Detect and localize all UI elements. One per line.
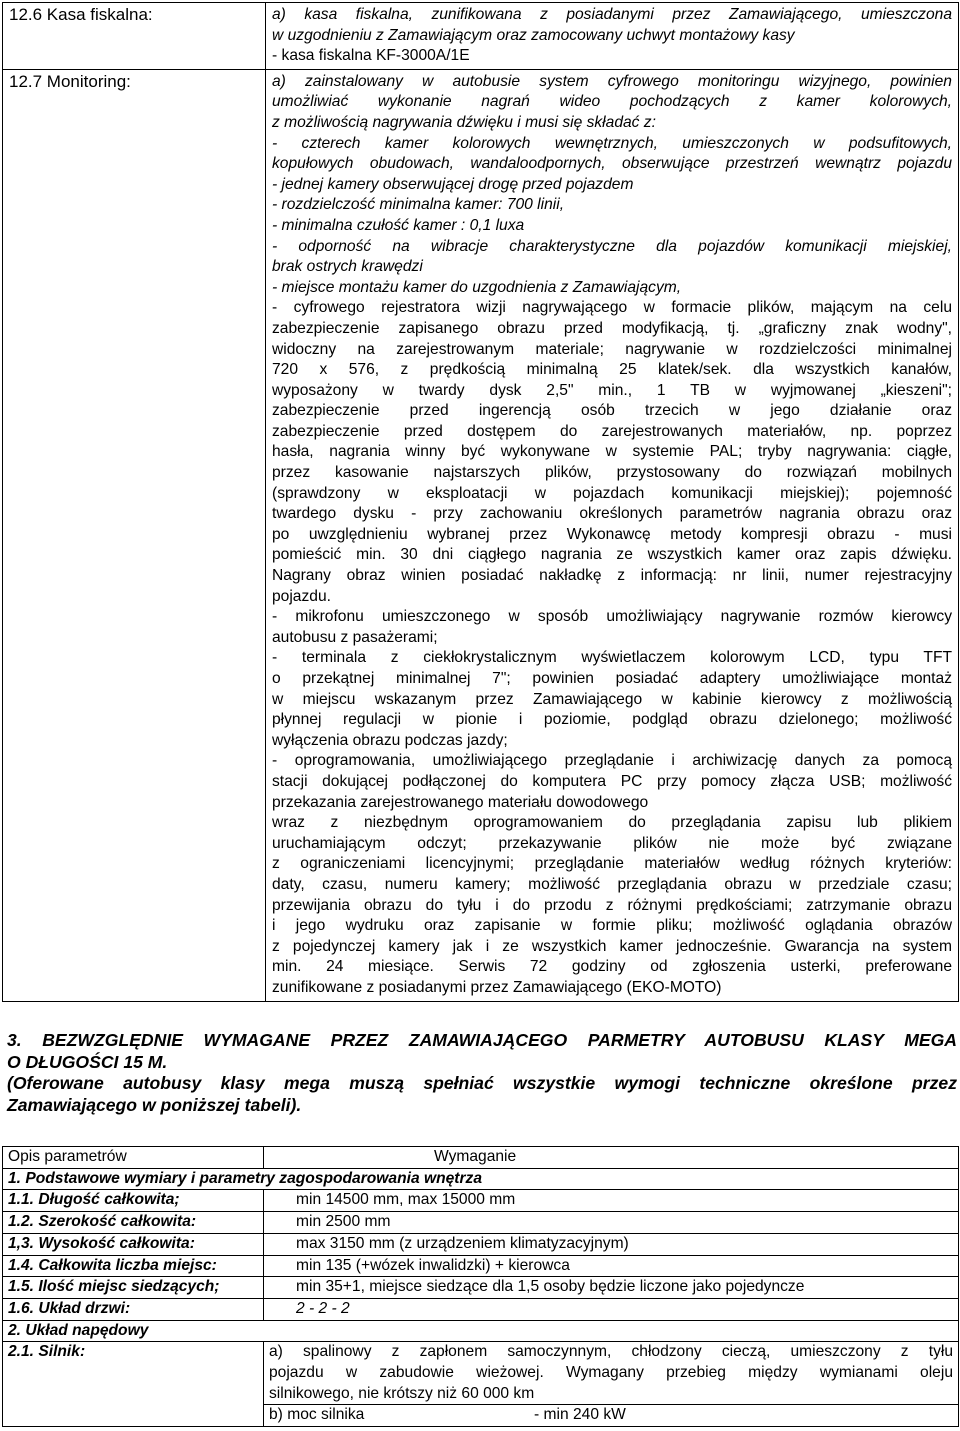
param-value: min 35+1, miejsce siedzące dla 1,5 osoby będzie liczone jako pojedyncze [264, 1277, 959, 1299]
text-line: - odporność na wibracje charakterystyczne dla pojazdów komunikacji miejskiej, [272, 237, 952, 255]
text-line: kopułowych obudowach, wandaloodpornych, obserwujące przestrzeń wewnątrz pojazdu [272, 155, 952, 173]
section-title: 2. Układ napędowy [3, 1320, 959, 1342]
param-row [3, 1255, 959, 1277]
text-line: 720 x 576, z prędkością minimalną 25 klatek/sek. dla wszystkich kanałów, [272, 361, 952, 379]
text-line: - minimalna czułość kamer : 0,1 luxa [272, 216, 525, 234]
header-col-requirement [264, 1147, 959, 1169]
text-line: silnikowego, nie krótszy niż 60 000 km [269, 1384, 535, 1402]
param-row [3, 1233, 959, 1255]
text-line: - miejsce montażu kamer do uzgodnienia z Zamawiającym, [272, 278, 682, 296]
heading-line: 3. BEZWZGLĘDNIE WYMAGANE PRZEZ ZAMAWIAJĄCEGO PARMETRY AUTOBUSU KLASY MEGA [7, 1030, 957, 1050]
text-line: zunifikowane z posiadanymi przez Zamawiającego (EKO-MOTO) [272, 978, 722, 996]
text-line: widoczny na zarejestrowanym materiale; nagrywanie w rozdzielczości minimalnej [272, 340, 952, 358]
text-line: w miejscu wskazanym przez Zamawiającego w kabinie kierowcy z możliwością [272, 690, 952, 708]
param-label: 1.6. Układ drzwi: [3, 1298, 264, 1320]
text-line: a) spalinowy z zapłonem samoczynnym, chłodzony cieczą, umieszczony z tyłu [269, 1343, 953, 1361]
text-line: a) kasa fiskalna, zunifikowana z posiadanymi przez Zamawiającego, umieszczona [272, 6, 952, 23]
text-line: płynnej regulacji w pionie i poziomie, podgląd obrazu dzielonego; możliwość [272, 711, 952, 729]
param-value: max 3150 mm (z urządzeniem klimatyzacyjnym) [264, 1233, 959, 1255]
param-row [3, 1190, 959, 1212]
param-label: 1.4. Całkowita liczba miejsc: [3, 1255, 264, 1277]
spec-row-monitoring [3, 69, 959, 1001]
spec-table [2, 2, 959, 1002]
spec-row-cash-register [3, 3, 959, 70]
text-line: przewijania obrazu do tyłu i do przodu z różnymi prędkościami; zatrzymanie obrazu [272, 896, 952, 914]
text-line: Nagrany obraz winien posiadać nakładkę z informacją: nr linii, numer rejestracyjny [272, 567, 952, 585]
text-line: hasła, nagrania winny być wykonywane w systemie PAL; tryby nagrywania: ciągłe, [272, 443, 952, 461]
engine-values [264, 1342, 959, 1427]
text-line: zabezpieczenie przed ingerencją osób trzecich w jego działanie oraz [272, 402, 952, 420]
text-line: o przekątnej minimalnej 7"; powinien posiadać adaptery umożliwiające montaż [272, 670, 952, 687]
text-line: (sprawdzony w eksploatacji w pojazdach komunikacji miejskiej); pojemność [272, 484, 952, 502]
text-line: zabezpieczenie zapisanego obrazu przed modyfikacją, tj. „graficzny znak wodny", [272, 319, 952, 337]
text-line: w uzgodnieniu z Zamawiającym oraz zamocowany uchwyt montażowy kasy [272, 26, 795, 44]
engine-b-label: b) moc silnika [269, 1406, 365, 1424]
text-line: po uwzględnieniu wybranej przez Wykonawcę metody kompresji obrazu - musi [272, 525, 952, 543]
params-section-row [3, 1320, 959, 1342]
params-section-row [3, 1168, 959, 1190]
text-line: z pojedynczej kamery jak i ze wszystkich kamer jednocześnie. Gwarancja na system [272, 937, 952, 955]
text-line: wyposażony w twardy dysk 2,5" min., 1 TB w wyjmowanej „kieszeni"; [272, 381, 952, 399]
heading-line: Zamawiającego w poniższej tabeli). [7, 1094, 302, 1115]
param-value: min 2500 mm [264, 1212, 959, 1234]
param-label: 1.2. Szerokość całkowita: [3, 1212, 264, 1234]
spec-row-value [266, 69, 959, 1001]
params-header-row [3, 1147, 959, 1169]
text-line: min. 24 miesiące. Serwis 72 godziny od zgłoszenia usterki, preferowane [272, 958, 952, 976]
text-line: - oprogramowania, umożliwiającego przeglądanie i archiwizację danych za pomocą [272, 752, 952, 770]
text-line: a) zainstalowany w autobusie system cyfrowego monitoringu wizyjnego, powinien [272, 72, 952, 90]
engine-label: 2.1. Silnik: [3, 1342, 264, 1427]
param-row [3, 1298, 959, 1320]
text-line: - terminala z ciekłokrystalicznym wyświetlaczem kolorowym LCD, typu TFT [272, 649, 952, 667]
text-line: - cyfrowego rejestratora wizji nagrywającego w formacie plików, mającym na celu [272, 299, 952, 317]
header-col-description: Opis parametrów [3, 1147, 264, 1169]
param-value: 2 - 2 - 2 [264, 1298, 959, 1320]
text-line: - mikrofonu umieszczonego w sposób umożliwiający nagrywanie rozmów kierowcy [272, 608, 952, 626]
text-line: wyłączenia obrazu podczas jazdy; [272, 731, 508, 749]
heading-line: (Oferowane autobusy klasy mega muszą spełniać wszystkie wymogi techniczne określone przez [7, 1073, 957, 1093]
param-label: 1.5. Ilość miejsc siedzących; [3, 1277, 264, 1299]
text-line: twardego dysku - przy zachowaniu określonych parametrów nagrania obrazu oraz [272, 505, 952, 523]
text-line: autobusu z pasażerami; [272, 628, 438, 646]
text-line: i jego wydruku oraz zapisanie w formie pliku; możliwość oglądania obrazów [272, 917, 952, 935]
spec-row-value [266, 3, 959, 70]
text-line: - rozdzielczość minimalna kamer: 700 linii, [272, 196, 565, 214]
text-line: pomieścić min. 30 dni ciągłego nagrania ze wszystkich kamer oraz zapis dźwięku. [272, 546, 952, 564]
text-line: z ograniczeniami licencyjnymi; przeglądanie materiałów według różnych kryteriów: [272, 855, 952, 873]
text-line: pojazdu. [272, 587, 331, 605]
header-col-requirement-label: Wymaganie [434, 1148, 517, 1165]
param-label: 1,3. Wysokość całkowita: [3, 1233, 264, 1255]
section-title: 1. Podstawowe wymiary i parametry zagospodarowania wnętrza [3, 1168, 959, 1190]
param-rows [3, 1190, 959, 1320]
text-line: - czterech kamer kolorowych wewnętrznych, umieszczonych w podsufitowych, [272, 134, 952, 152]
text-line: umożliwiać wykonanie nagrań wideo pochodzących z kamer kolorowych, [272, 93, 952, 111]
engine-row [3, 1342, 959, 1427]
text-line: - kasa fiskalna KF-3000A/1E [272, 47, 470, 65]
text-line: daty, czasu, numeru kamery; możliwość przeglądania obrazu w przedziale czasu; [272, 875, 952, 893]
engine-b-value: - min 240 kW [534, 1406, 626, 1424]
param-label: 1.1. Długość całkowita; [3, 1190, 264, 1212]
text-line: brak ostrych krawędzi [272, 258, 423, 276]
text-line: - jednej kamery obserwującej drogę przed pojazdem [272, 175, 634, 193]
param-value: min 135 (+wózek inwalidzki) + kierowca [264, 1255, 959, 1277]
engine-a-block [264, 1342, 958, 1405]
text-line: stacji dokującej podłączonej do komputera PC przy pomocy złącza USB; możliwość [272, 772, 952, 790]
text-line: z możliwością nagrywania dźwięku i musi się składać z: [272, 113, 656, 131]
heading-line: O DŁUGOŚCI 15 M. [7, 1051, 168, 1072]
text-line: wraz z niezbędnym oprogramowaniem do przeglądania zapisu lub plikiem [272, 814, 952, 832]
section-heading [7, 1030, 957, 1116]
spec-row-label: 12.6 Kasa fiskalna: [3, 3, 266, 70]
param-row [3, 1277, 959, 1299]
params-table [2, 1146, 959, 1427]
text-line: przez kasowanie najstarszych plików, przystosowany do rozwiązań mobilnych [272, 464, 952, 482]
engine-b-block [264, 1405, 958, 1426]
param-row [3, 1212, 959, 1234]
text-line: uruchamiającym odczyt; przekazywanie plików nie może być związane [272, 834, 952, 852]
text-line: pojazdu w zabudowie wieżowej. Wymagany przebieg między wymianami oleju [269, 1364, 953, 1382]
text-line: przekazania zarejestrowanego materiału dowodowego [272, 793, 649, 811]
spec-row-label: 12.7 Monitoring: [3, 69, 266, 1001]
param-value: min 14500 mm, max 15000 mm [264, 1190, 959, 1212]
text-line: zabezpieczenie przed dostępem do zarejestrowanych materiałów, np. poprzez [272, 422, 952, 440]
